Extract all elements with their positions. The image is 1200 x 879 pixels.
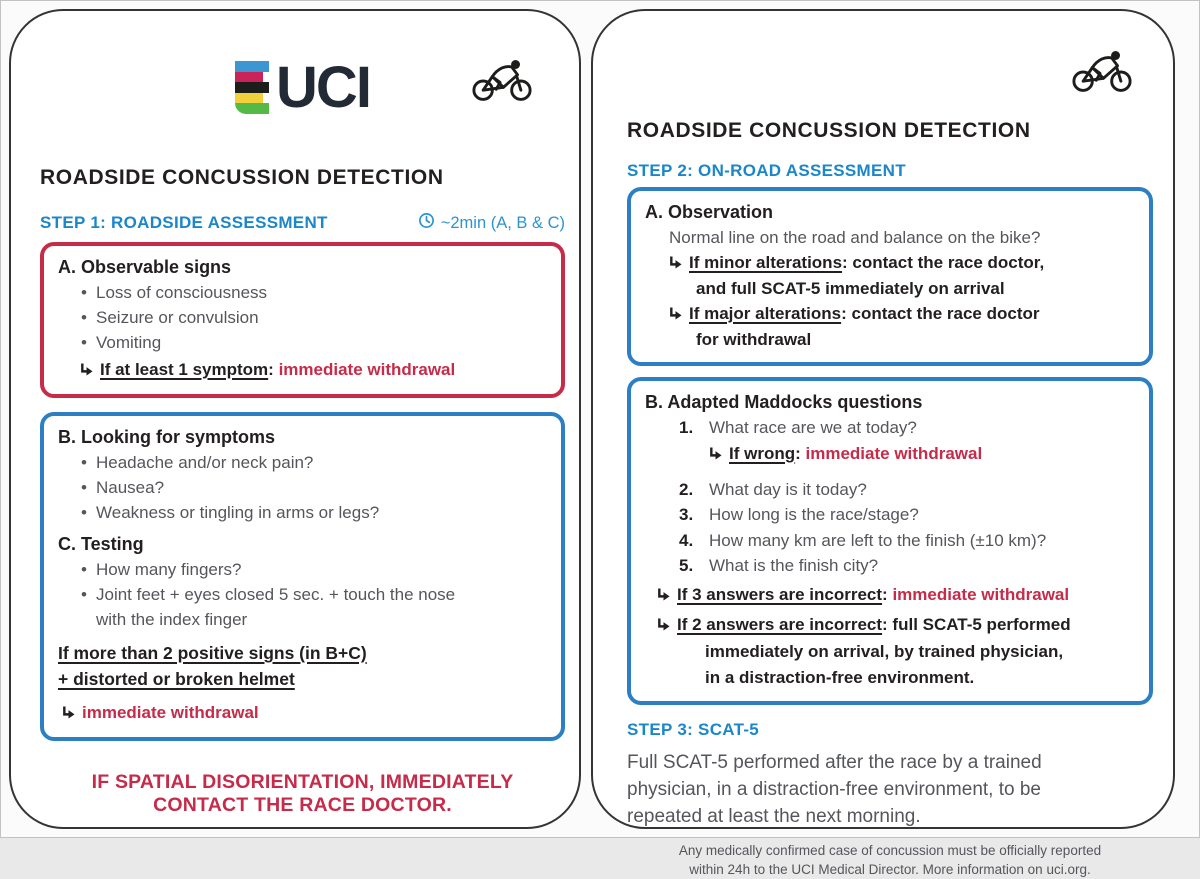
maddocks-question: 4. How many km are left to the finish (±10 km)? <box>679 530 1047 550</box>
result-text: immediate withdrawal <box>82 703 259 722</box>
hook-arrow-icon <box>669 302 682 327</box>
observation-question: Normal line on the road and balance on the bike? <box>669 228 1041 247</box>
if-wrong-line: If wrong: immediate withdrawal <box>645 441 1135 468</box>
clock-icon <box>418 212 435 234</box>
box-a-heading: A. Observable signs <box>58 257 232 277</box>
symptoms-testing-box <box>40 412 565 741</box>
condition-text: If more than 2 positive signs (in B+C) <box>58 643 367 663</box>
list-item: • Joint feet + eyes closed 5 sec. + touch the nose with the index finger <box>58 582 547 632</box>
condition-text: If 2 answers are incorrect <box>677 614 883 634</box>
list-item: • Weakness or tingling in arms or legs? <box>58 500 547 525</box>
step1-heading: STEP 1: ROADSIDE ASSESSMENT <box>40 213 328 232</box>
reporting-note: Any medically confirmed case of concussion must be officially reported within 24h to the UCI Medical Director. More information on uci.org. <box>678 842 1102 877</box>
page-title: ROADSIDE CONCUSSION DETECTION <box>627 119 1031 142</box>
list-item: • Seizure or convulsion <box>58 305 547 330</box>
hook-arrow-icon <box>657 613 670 639</box>
cyclist-icon <box>1071 49 1133 99</box>
result-text: immediate withdrawal <box>278 360 456 379</box>
two-incorrect-line: If 2 answers are incorrect: full SCAT-5 performed immediately on arrival, by trained physician, in a distraction-free environment. <box>645 612 1135 691</box>
condition-text: + distorted or broken helmet <box>58 669 295 689</box>
card-step1 <box>9 9 581 829</box>
three-incorrect-line: If 3 answers are incorrect: immediate withdrawal <box>645 582 1135 609</box>
list-item: • Vomiting <box>58 330 547 355</box>
list-item: • How many fingers? <box>58 557 547 582</box>
result-text: immediate withdrawal <box>892 584 1070 604</box>
list-item: • Loss of consciousness <box>58 280 547 305</box>
box-b-heading: B. Looking for symptoms <box>58 427 276 447</box>
hook-arrow-icon <box>62 701 75 727</box>
observable-signs-list <box>58 280 547 355</box>
condition-text: If 3 answers are incorrect <box>677 584 883 604</box>
result-text: immediate withdrawal <box>805 443 983 463</box>
uci-logo-text: UCI <box>276 54 370 120</box>
maddocks-question: 3. How long is the race/stage? <box>679 505 919 524</box>
box-a-heading: A. Observation <box>645 202 774 222</box>
box-b-heading: B. Adapted Maddocks questions <box>645 392 923 412</box>
major-alterations-line: If major alterations: contact the race doctor for withdrawal <box>645 301 1135 352</box>
time-estimate <box>418 212 565 234</box>
maddocks-questions-box <box>627 377 1153 705</box>
step3-description: Full SCAT-5 performed after the race by a trained physician, in a distraction-free environment, to be repeated at least the next morning. <box>627 751 1042 827</box>
step1-row <box>40 212 565 234</box>
hook-arrow-icon <box>669 251 682 276</box>
time-estimate-label: ~2min (A, B & C) <box>440 213 565 232</box>
condition-text: If at least 1 symptom <box>100 360 269 379</box>
uci-rainbow-stripes-icon <box>235 61 269 114</box>
step3-heading: STEP 3: SCAT-5 <box>627 719 760 739</box>
testing-list <box>58 557 547 632</box>
list-item: • Headache and/or neck pain? <box>58 450 547 475</box>
step2-heading: STEP 2: ON-ROAD ASSESSMENT <box>627 161 906 180</box>
hook-arrow-icon <box>709 442 722 468</box>
spatial-disorientation-warning: IF SPATIAL DISORIENTATION, IMMEDIATELY CONTACT THE RACE DOCTOR. <box>91 771 514 816</box>
action-line: If at least 1 symptom: immediate withdrawal <box>58 357 547 384</box>
observable-signs-box <box>40 242 565 398</box>
box-c-heading: C. Testing <box>58 534 144 554</box>
cyclist-icon <box>471 58 533 108</box>
list-item: • Nausea? <box>58 475 547 500</box>
condition-text: If wrong <box>729 443 796 463</box>
observation-box <box>627 187 1153 366</box>
hook-arrow-icon <box>80 358 93 384</box>
condition-text: If major alterations <box>689 304 842 323</box>
maddocks-question: 1. What race are we at today? <box>679 418 917 437</box>
hook-arrow-icon <box>657 583 670 609</box>
condition-text: If minor alterations <box>689 253 843 272</box>
card-step2-3 <box>591 9 1175 877</box>
maddocks-question: 5. What is the finish city? <box>679 556 879 575</box>
maddocks-question: 2. What day is it today? <box>679 479 867 499</box>
page-title: ROADSIDE CONCUSSION DETECTION <box>40 166 444 189</box>
minor-alterations-line: If minor alterations: contact the race doctor, and full SCAT-5 immediately on arrival <box>645 250 1135 301</box>
action-line <box>58 700 547 727</box>
symptoms-list <box>58 450 547 525</box>
uci-logo <box>235 54 370 120</box>
condition-block <box>58 640 547 692</box>
